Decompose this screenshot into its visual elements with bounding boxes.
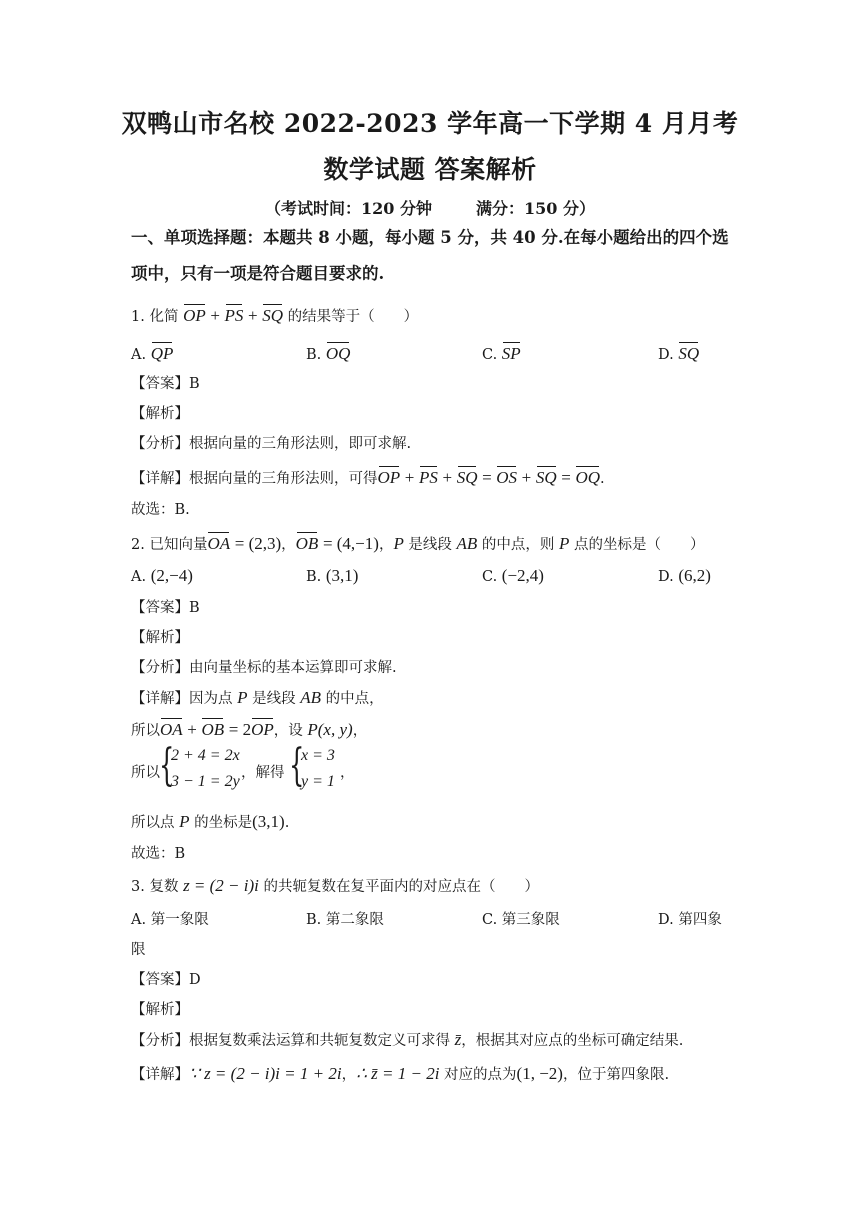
q2-option-a: A. (2,−4) [131, 566, 193, 585]
exam-time: （考试时间：120 分钟 [265, 199, 432, 218]
q1-option-a: A. QP [131, 344, 174, 363]
q3-option-d: D. 第四象 [658, 912, 722, 928]
q2-detail-1: 【详解】因为点 P 是线段 AB 的中点， [131, 688, 384, 707]
q2-option-d: D. (6,2) [658, 566, 711, 585]
q3-analysis: 【分析】根据复数乘法运算和共轭复数定义可求得 z̄，根据其对应点的坐标可确定结果. [131, 1030, 684, 1049]
q2-option-b: B. (3,1) [306, 566, 359, 585]
vec-sq: SQ [262, 306, 284, 325]
q2-stem: 2. 已知向量OA = (2,3)，OB = (4,−1)，P 是线段 AB 的中点，则 P 点的坐标是（ ） [131, 534, 705, 553]
q2-option-c: C. (−2,4) [482, 566, 544, 585]
q1-stem [131, 304, 418, 327]
q3-option-c: C. 第三象限 [482, 912, 560, 928]
q3-detail: 【详解】∵ z = (2 − i)i = 1 + 2i，∴ z̄ = 1 − 2i 对应的点为(1, −2)，位于第四象限. [131, 1064, 670, 1083]
q1-analysis-tag: 【解析】 [131, 406, 189, 422]
q1-suffix: 的结果等于（ ） [287, 309, 419, 325]
q1-choose: 故选：B. [131, 502, 190, 518]
exam-info [0, 196, 860, 219]
q1-option-d: D. SQ [658, 344, 700, 363]
q1-answer: 【答案】B [131, 376, 200, 392]
q2-answer: 【答案】B [131, 600, 200, 616]
q2-analysis-tag: 【解析】 [131, 630, 189, 646]
brace-left-1: { [159, 740, 175, 791]
section-heading-line2: 项中，只有一项是符合题目要求的. [131, 264, 385, 283]
system2-row2: y = 1 [301, 773, 335, 790]
brace-left-2: { [289, 740, 305, 791]
q2-choose: 故选：B [131, 846, 186, 862]
system2-row1: x = 3 [301, 747, 335, 764]
q1-analysis: 【分析】根据向量的三角形法则，即可求解. [131, 436, 412, 452]
q3-answer: 【答案】D [131, 972, 201, 988]
q2-detail-3-end: ， [340, 765, 355, 781]
q1-option-c: C. SP [482, 344, 521, 363]
q1-detail: 【详解】根据向量的三角形法则，可得OP + PS + SQ = OS + SQ = OQ. [131, 468, 605, 487]
exam-score: 满分：150 分） [476, 199, 595, 218]
q2-detail-2: 所以OA + OB = 2OP，设 P(x, y)， [131, 720, 368, 739]
system1-row1: 2 + 4 = 2x [171, 747, 240, 764]
section-heading-line1: 一、单项选择题：本题共 8 小题，每小题 5 分，共 40 分.在每小题给出的四个选 [131, 228, 729, 247]
vec-ps: PS [224, 306, 244, 325]
q3-option-a: A. 第一象限 [131, 912, 209, 928]
q2-detail-4: 所以点 P 的坐标是(3,1). [131, 812, 290, 831]
system1-row2: 3 − 1 = 2y [171, 773, 240, 790]
document-subtitle: 数学试题 答案解析 [323, 155, 537, 184]
q1-prefix: 1. 化简 [131, 309, 179, 325]
document-title: 双鸭山市名校 2022-2023 学年高一下学期 4 月月考 [121, 109, 739, 138]
q3-option-wrap: 限 [131, 942, 146, 958]
vec-op: OP [183, 306, 206, 325]
q3-stem: 3. 复数 z = (2 − i)i 的共轭复数在复平面内的对应点在（ ） [131, 876, 539, 895]
q3-option-b: B. 第二象限 [306, 912, 384, 928]
q2-analysis: 【分析】由向量坐标的基本运算即可求解. [131, 660, 397, 676]
q3-analysis-tag: 【解析】 [131, 1002, 189, 1018]
plus-sign: + [248, 306, 258, 325]
q2-detail-3-prefix: 所以 [131, 765, 160, 781]
plus-sign: + [210, 306, 220, 325]
q1-option-b: B. OQ [306, 344, 351, 363]
q2-detail-3-mid: ，解得 [241, 765, 285, 781]
